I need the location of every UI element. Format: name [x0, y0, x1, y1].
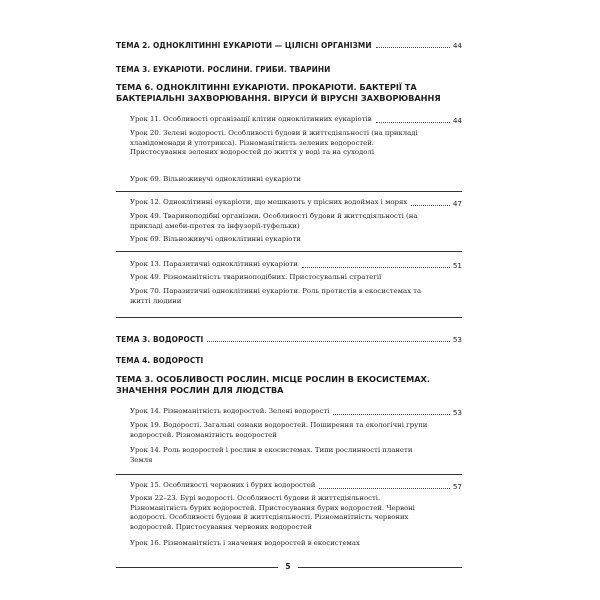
lesson-entry[interactable] — [130, 260, 462, 270]
lesson-page-number: 57 — [452, 481, 462, 491]
divider — [116, 474, 462, 475]
lesson-text: Урок 15. Особливості червоних і бурих водоростей — [130, 481, 316, 489]
toc-entry-algae-topic4[interactable] — [116, 355, 462, 365]
toc-entry-algae[interactable] — [116, 334, 462, 344]
dot-leader — [333, 414, 449, 415]
lesson-entry[interactable] — [130, 539, 462, 549]
lesson-entry[interactable] — [130, 212, 462, 231]
lesson-text: Урок 16. Різноманітність і значення водоростей в екосистемах — [130, 539, 360, 547]
divider — [116, 251, 462, 252]
lesson-text: Урок 11. Особливості організації клітин одноклітинних еукаріотів — [130, 115, 372, 123]
lesson-page-number: 47 — [452, 198, 462, 208]
lesson-text: Урок 12. Одноклітинні еукаріоти, що мешкають у прісних водоймах і морях — [130, 198, 408, 206]
lesson-text: Урок 69. Вільноживучі одноклітинні еукаріоти — [130, 235, 301, 243]
lesson-entry[interactable] — [130, 481, 462, 491]
toc-entry-title: ТЕМА 4. ВОДОРОСТІ — [116, 355, 204, 365]
dot-leader — [207, 341, 449, 342]
lesson-text: Урок 14. Роль водоростей і рослин в екосистемах. Типи рослинності планети Земля — [130, 446, 413, 464]
toc-entry-title: ТЕМА 2. ОДНОКЛІТИННІ ЕУКАРІОТИ — ЦІЛІСНІ ОРГАНІЗМИ — [116, 40, 372, 50]
toc-page-number: 44 — [452, 41, 462, 50]
lesson-text: Урок 20. Зелені водорості. Особливості будови й життєдіяльності (на прикладі хламідомонади й улотрикса). Різноманітність зелених водоростей. Пристосування зелених водоростей до життя у воді та на суходолі — [130, 129, 418, 157]
lesson-text: Урок 49. Різноманітність твариноподібних. Пристосувальні стратегії — [130, 273, 382, 281]
lesson-text: Урок 13. Паразитичні одноклітинні еукаріоти — [130, 260, 298, 268]
lesson-text: Уроки 22–23. Бурі водорості. Особливості будови й життєдіяльності. Різноманітність бурих водоростей. Пристосування бурих водоростей. Червоні водорості. Особливості будови й життєдіяльності. Різноманітність червоних водоростей. Пристосування червоних водоростей — [130, 494, 415, 531]
section-heading-topic6: ТЕМА 6. ОДНОКЛІТИННІ ЕУКАРІОТИ. ПРОКАРІОТИ. БАКТЕРІЇ ТА БАКТЕРІАЛЬНІ ЗАХВОРЮВАННЯ. ВІРУСИ Й ВІРУСНІ ЗАХВОРЮВАННЯ — [116, 82, 441, 103]
lesson-entry[interactable] — [130, 273, 462, 283]
toc-entry-topic2[interactable] — [116, 40, 462, 50]
lesson-entry[interactable] — [130, 421, 462, 440]
dot-leader — [319, 488, 449, 489]
lesson-entry[interactable] — [130, 287, 462, 306]
dot-leader — [411, 205, 450, 206]
lesson-entry[interactable] — [130, 407, 462, 417]
toc-entry-topic3[interactable] — [116, 64, 462, 74]
lesson-text: Урок 69. Вільноживучі одноклітинні еукаріоти — [130, 175, 301, 183]
lesson-entry[interactable] — [130, 115, 462, 125]
lesson-entry[interactable] — [130, 235, 462, 245]
lesson-page-number: 51 — [452, 260, 462, 270]
lesson-entry[interactable] — [130, 494, 462, 532]
lesson-page-number: 53 — [452, 407, 462, 417]
lesson-entry[interactable] — [130, 198, 462, 208]
toc-entry-title: ТЕМА 3. ВОДОРОСТІ — [116, 334, 204, 344]
dot-leader — [376, 47, 450, 48]
lesson-text: Урок 70. Паразитичні одноклітинні еукаріоти. Роль протистів в екосистемах та житті людини — [130, 287, 422, 305]
lesson-text: Урок 49. Твариноподібні організми. Особливості будови й життєдіяльності (на прикладі амеби-протея та інфузорії-туфельки) — [130, 212, 418, 230]
toc-entry-title: ТЕМА 3. ЕУКАРІОТИ. РОСЛИНИ. ГРИБИ. ТВАРИНИ — [116, 64, 331, 74]
lesson-entry[interactable] — [130, 129, 462, 158]
footer-rule-right — [298, 567, 462, 568]
toc-page-number: 53 — [452, 335, 462, 344]
dot-leader — [302, 267, 450, 268]
divider — [116, 317, 462, 318]
lesson-page-number: 44 — [452, 115, 462, 125]
lesson-entry[interactable] — [130, 446, 462, 465]
lesson-entry[interactable] — [130, 175, 462, 185]
divider — [116, 191, 462, 192]
footer-page-number: 5 — [285, 562, 291, 571]
dot-leader — [376, 122, 450, 123]
lesson-text: Урок 19. Водорості. Загальні ознаки водоростей. Поширення та екологічні групи водоростей. Різноманітність водоростей — [130, 421, 428, 439]
section-heading-plants: ТЕМА 3. ОСОБЛИВОСТІ РОСЛИН. МІСЦЕ РОСЛИН В ЕКОСИСТЕМАХ. ЗНАЧЕННЯ РОСЛИН ДЛЯ ЛЮДСТВА — [116, 374, 430, 395]
footer-rule-left — [116, 567, 278, 568]
lesson-text: Урок 14. Різноманітність водоростей. Зелені водорості — [130, 407, 330, 415]
